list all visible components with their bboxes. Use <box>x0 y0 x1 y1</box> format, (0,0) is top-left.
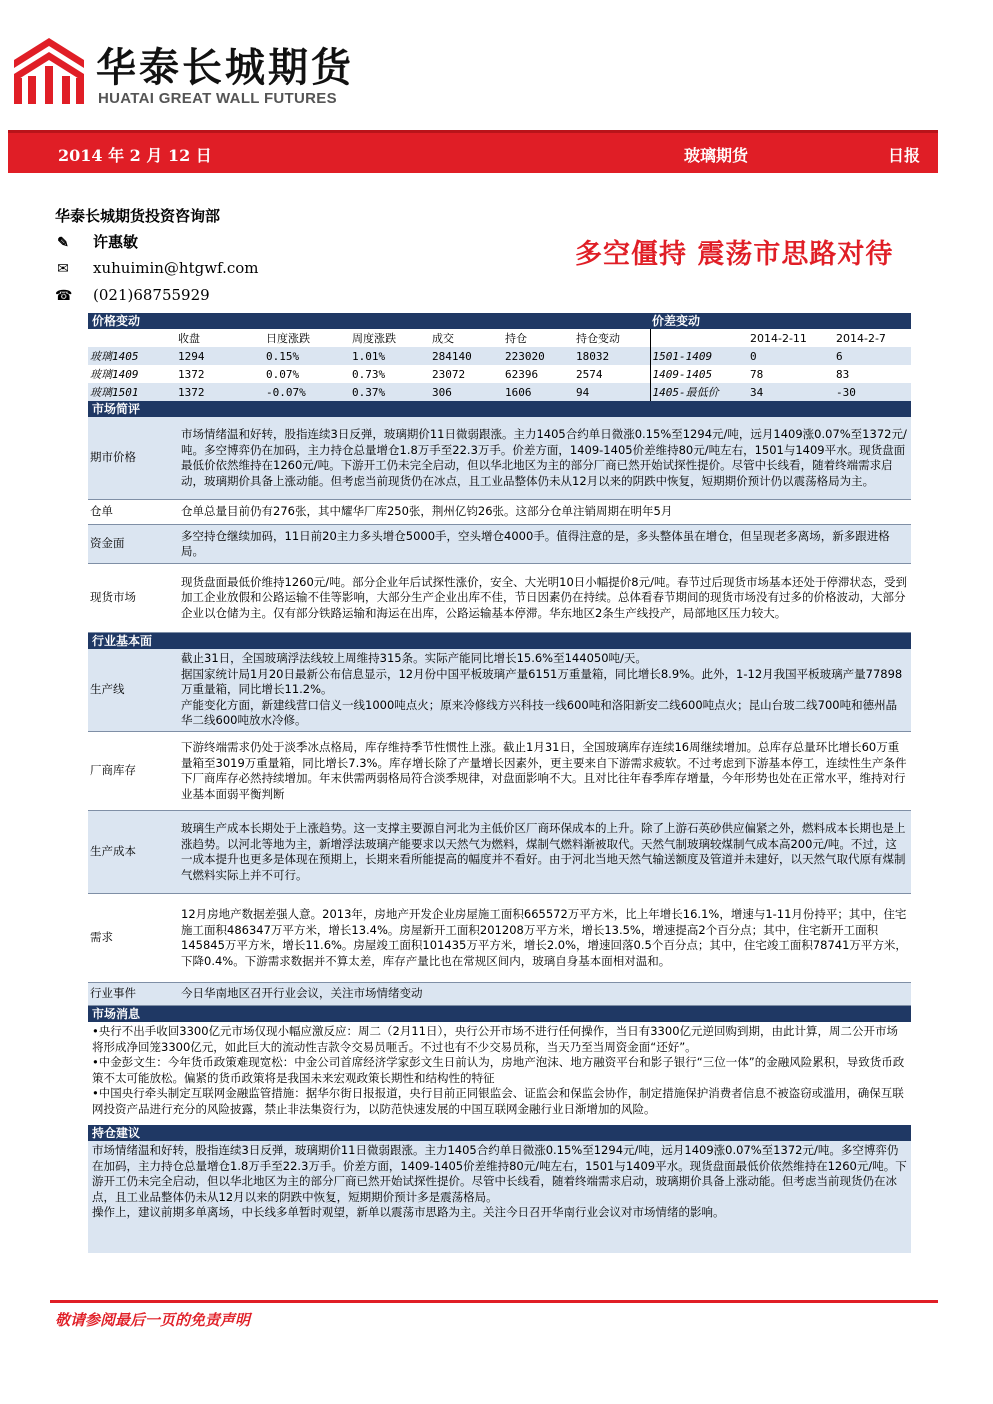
spread-value: 0 <box>748 347 834 365</box>
spread-name: 1405-最低价 <box>650 383 748 401</box>
col-header: 周度涨跌 <box>350 329 430 347</box>
col-header: 2014-2-11 <box>748 329 834 347</box>
table-row <box>88 383 911 401</box>
advice-header: 持仓建议 <box>88 1125 911 1141</box>
spread-value: 78 <box>748 365 834 383</box>
day-change-cell: -0.07% <box>264 383 350 401</box>
close-cell: 1294 <box>176 347 264 365</box>
company-name-cn: 华泰长城期货 <box>96 45 354 91</box>
oi-cell: 62396 <box>503 365 574 383</box>
oi-change-cell: 18032 <box>574 347 650 365</box>
author-email[interactable]: xuhuimin@htgwf.com <box>93 259 259 277</box>
table-row <box>88 894 911 983</box>
row-text: 现货盘面最低价维持1260元/吨。部分企业年后试探性涨价，安全、大光明10日小幅提价8元/吨。春节过后现货市场基本还处于停滞状态，受到加工企业放假和公路运输不佳等影响，大部分生产企业出库不佳，节日因素仍在持续。总体看春节期间的现货市场没有过多的价格波动，大部分企业以仓储为主。仅有部分铁路运输和海运在出库，公路运输基本停滞。华东地区2条生产线投产，局部地区压力较大。 <box>177 564 911 633</box>
phone-icon: ☎ <box>55 288 73 304</box>
author-row <box>55 231 138 252</box>
disclaimer-text: 敬请参阅最后一页的免责声明 <box>55 1311 251 1329</box>
row-label: 生产线 <box>88 649 177 732</box>
price-section-header <box>88 313 911 329</box>
row-text: 仓单总量目前仍有276张，其中耀华厂库250张，荆州亿钧26张。这部分仓单注销周期在明年5月 <box>177 500 911 525</box>
footer-rule <box>50 1300 938 1303</box>
close-cell: 1372 <box>176 383 264 401</box>
col-header: 持仓 <box>503 329 574 347</box>
day-change-cell: 0.07% <box>264 365 350 383</box>
row-text: 今日华南地区召开行业会议，关注市场情绪变动 <box>177 983 911 1006</box>
fundamentals-header: 行业基本面 <box>88 633 911 649</box>
row-text: 下游终端需求仍处于淡季冰点格局，库存维持季节性惯性上涨。截止1月31日，全国玻璃库存连续16周继续增加。总库存总量环比增长60万重量箱至3019万重量箱，同比增长7.3%。库存增长除了产量增长因素外，更主要来自下游需求疲软。不过考虑到下游基本停工，连续性生产条件下厂商库存必然持续增加。年末供需两弱格局符合淡季规律，对盘面影响不大。且对比往年春季库存增量，今年形势也处在正常水平，维持对行业基本面弱平衡判断 <box>177 732 911 811</box>
close-cell: 1372 <box>176 365 264 383</box>
author-name: 许惠敏 <box>93 233 139 251</box>
oi-cell: 1606 <box>503 383 574 401</box>
row-text: 玻璃生产成本长期处于上涨趋势。这一支撑主要源自河北为主低价区厂商环保成本的上升。除了上游石英砂供应偏紧之外，燃料成本长期也是上涨趋势。以河北等地为主，新增浮法玻璃产能要求以天然气为燃料，煤制气燃料渐被取代。天然气制玻璃较煤制气成本高200元/吨。不过，这一成本提升也更多是体现在预期上，长期来看所能提高的幅度并不看好。由于河北当地天然气输送额度及管道并未建好，以天然气取代原有煤制气燃料实际上并不可行。 <box>177 811 911 894</box>
author-phone: (021)68755929 <box>93 286 210 304</box>
row-text: 多空持仓继续加码，11日前20主力多头增仓5000手，空头增仓4000手。值得注意的是，多头整体虽在增仓，但呈现老多离场，新多跟进格局。 <box>177 525 911 564</box>
volume-cell: 23072 <box>430 365 503 383</box>
header-band <box>8 130 938 173</box>
col-header: 收盘 <box>176 329 264 347</box>
table-row <box>88 365 911 383</box>
col-header: 成交 <box>430 329 503 347</box>
contract-name: 玻璃1405 <box>88 347 176 365</box>
col-header: 2014-2-7 <box>834 329 911 347</box>
contract-name: 玻璃1501 <box>88 383 176 401</box>
report-date: 2014 年 2 月 12 日 <box>58 146 212 165</box>
news-item: •中金彭文生：今年货币政策难现宽松：中金公司首席经济学家彭文生日前认为，房地产泡沫、地方融资平台和影子银行“三位一体”的金融风险累积，导致货币政策不太可能放松。偏紧的货币政策将是我国未来宏观政策长期性和结构性的特征 <box>92 1055 905 1085</box>
oi-cell: 223020 <box>503 347 574 365</box>
spread-name: 1409-1405 <box>650 365 748 383</box>
phone-row <box>55 286 210 304</box>
table-row <box>88 564 911 633</box>
department-name: 华泰长城期货投资咨询部 <box>55 207 221 225</box>
table-row <box>88 811 911 894</box>
row-label: 仓单 <box>88 500 177 525</box>
table-row <box>88 525 911 564</box>
volume-cell: 306 <box>430 383 503 401</box>
table-row <box>88 983 911 1006</box>
company-name-en: HUATAI GREAT WALL FUTURES <box>98 90 337 107</box>
spread-value: 34 <box>748 383 834 401</box>
volume-cell: 284140 <box>430 347 503 365</box>
report-type: 日报 <box>888 146 921 165</box>
advice-block <box>88 1141 911 1253</box>
spread-value: -30 <box>834 383 911 401</box>
col-header: 日度涨跌 <box>264 329 350 347</box>
report-headline: 多空僵持 震荡市思路对待 <box>575 239 894 270</box>
news-item: •中国央行牵头制定互联网金融监管措施：据华尔街日报报道，央行目前正同银监会、证监会和保监会协作，制定措施保护消费者信息不被盗窃或滥用，确保互联网投资产品进行充分的风险披露，禁止非法集资行为，以防范快速发展的中国互联网金融行业日渐增加的风险。 <box>92 1086 904 1116</box>
price-header-row <box>88 329 911 347</box>
row-label: 资金面 <box>88 525 177 564</box>
spread-name: 1501-1409 <box>650 347 748 365</box>
oi-change-cell: 94 <box>574 383 650 401</box>
news-item: •央行不出手收回3300亿元市场仅现小幅应激反应：周二（2月11日），央行公开市场不进行任何操作，当日有3300亿元逆回购到期，由此计算，周二公开市场将形成净回笼3300亿元，如此巨大的流动性吉款令交易员咂舌。不过也有不少交易员称，当天乃至当周资金面“还好”。 <box>92 1024 899 1054</box>
report-body <box>88 313 911 1253</box>
row-label: 厂商库存 <box>88 732 177 811</box>
row-label: 行业事件 <box>88 983 177 1006</box>
table-row <box>88 500 911 525</box>
col-header: 持仓变动 <box>574 329 650 347</box>
row-text: 截止31日，全国玻璃浮法线较上周维持315条。实际产能同比增长15.6%至144050吨/天。 据国家统计局1月20日最新公布信息显示，12月份中国平板玻璃产量6151万重量箱，同比增长8.9%。此外，1-12月我国平板玻璃产量77898万重量箱，同比增长11.2%。 产能变化方面，新建线营口信义一线1000吨点火；原来冷修线方兴科技一线600吨和洛阳新安二线600吨点火；昆山台玻二线700吨和德州晶华二线600吨放水冷修。 <box>177 649 911 732</box>
advice-paragraph: 市场情绪温和好转，股指连续3日反弹，玻璃期价11日微弱跟涨。主力1405合约单日微涨0.15%至1294元/吨，远月1409涨0.07%至1372元/吨。多空博弈仍在加码，主力持仓总量增仓1.8万手至22.3万手。价差方面，1409-1405价差维持80元/吨左右，1501与1409平水。现货盘面最低价依然维持在1260元/吨。下游开工仍未完全启动，但以华北地区为主的部分厂商已然开始试探性提价。尽管中长线看，随着终端需求启动，玻璃期价具备上涨动能。但考虑当前现货仍在冰点，且工业品整体仍未从12月以来的阴跌中恢复，短期期价预计多是震荡格局。 <box>92 1143 907 1204</box>
oi-change-cell: 2574 <box>574 365 650 383</box>
table-row <box>88 649 911 732</box>
report-product: 玻璃期货 <box>684 146 749 165</box>
edit-icon: ✎ <box>57 235 69 251</box>
week-change-cell: 0.37% <box>350 383 430 401</box>
table-row <box>88 732 911 811</box>
price-table <box>88 329 911 401</box>
row-text: 12月房地产数据差强人意。2013年，房地产开发企业房屋施工面积665572万平方米，比上年增长16.1%，增速与1-11月份持平；其中，住宅施工面积486347万平方米，增长13.4%。房屋新开工面积201208万平方米，增长13.5%，增速提高2个百分点；其中，住宅新开工面积145845万平方米，增长11.6%。房屋竣工面积101435万平方米，增长2.0%，增速回落0.5个百分点；其中，住宅竣工面积78741万平方米，下降0.4%。下游需求数据并不算太差，库存产量比也在常规区间内，玻璃自身基本面相对温和。 <box>177 894 911 983</box>
day-change-cell: 0.15% <box>264 347 350 365</box>
week-change-cell: 1.01% <box>350 347 430 365</box>
company-logo-icon <box>14 38 84 104</box>
fundamentals-table <box>88 649 911 1006</box>
table-row <box>88 417 911 500</box>
email-row <box>55 259 259 277</box>
envelope-icon: ✉ <box>57 261 69 277</box>
row-label: 需求 <box>88 894 177 983</box>
advice-paragraph: 操作上，建议前期多单离场，中长线多单暂时观望，新单以震荡市思路为主。关注今日召开华南行业会议对市场情绪的影响。 <box>92 1205 725 1219</box>
row-label: 现货市场 <box>88 564 177 633</box>
row-label: 生产成本 <box>88 811 177 894</box>
week-change-cell: 0.73% <box>350 365 430 383</box>
price-section-title: 价格变动 <box>92 314 141 328</box>
row-label: 期市价格 <box>88 417 177 500</box>
spread-value: 6 <box>834 347 911 365</box>
table-row <box>88 347 911 365</box>
market-review-header: 市场简评 <box>88 401 911 417</box>
market-review-table <box>88 417 911 633</box>
news-header: 市场消息 <box>88 1006 911 1022</box>
spread-value: 83 <box>834 365 911 383</box>
spread-section-title: 价差变动 <box>652 314 701 328</box>
row-text: 市场情绪温和好转，股指连续3日反弹，玻璃期价11日微弱跟涨。主力1405合约单日微涨0.15%至1294元/吨，远月1409涨0.07%至1372元/吨。多空博弈仍在加码，主力持仓总量增仓1.8万手至22.3万手。价差方面，1409-1405价差维持80元/吨左右，1501与1409平水。现货盘面最低价依然维持在1260元/吨。下游开工仍未完全启动，但以华北地区为主的部分厂商已然开始试探性提价。尽管中长线看，随着终端需求启动，玻璃期价具备上涨动能。但考虑当前现货仍在冰点，且工业品整体仍未从12月以来的阴跌中恢复，短期期价预计仍以震荡格局为主。 <box>177 417 911 500</box>
news-block <box>88 1022 911 1119</box>
contract-name: 玻璃1409 <box>88 365 176 383</box>
